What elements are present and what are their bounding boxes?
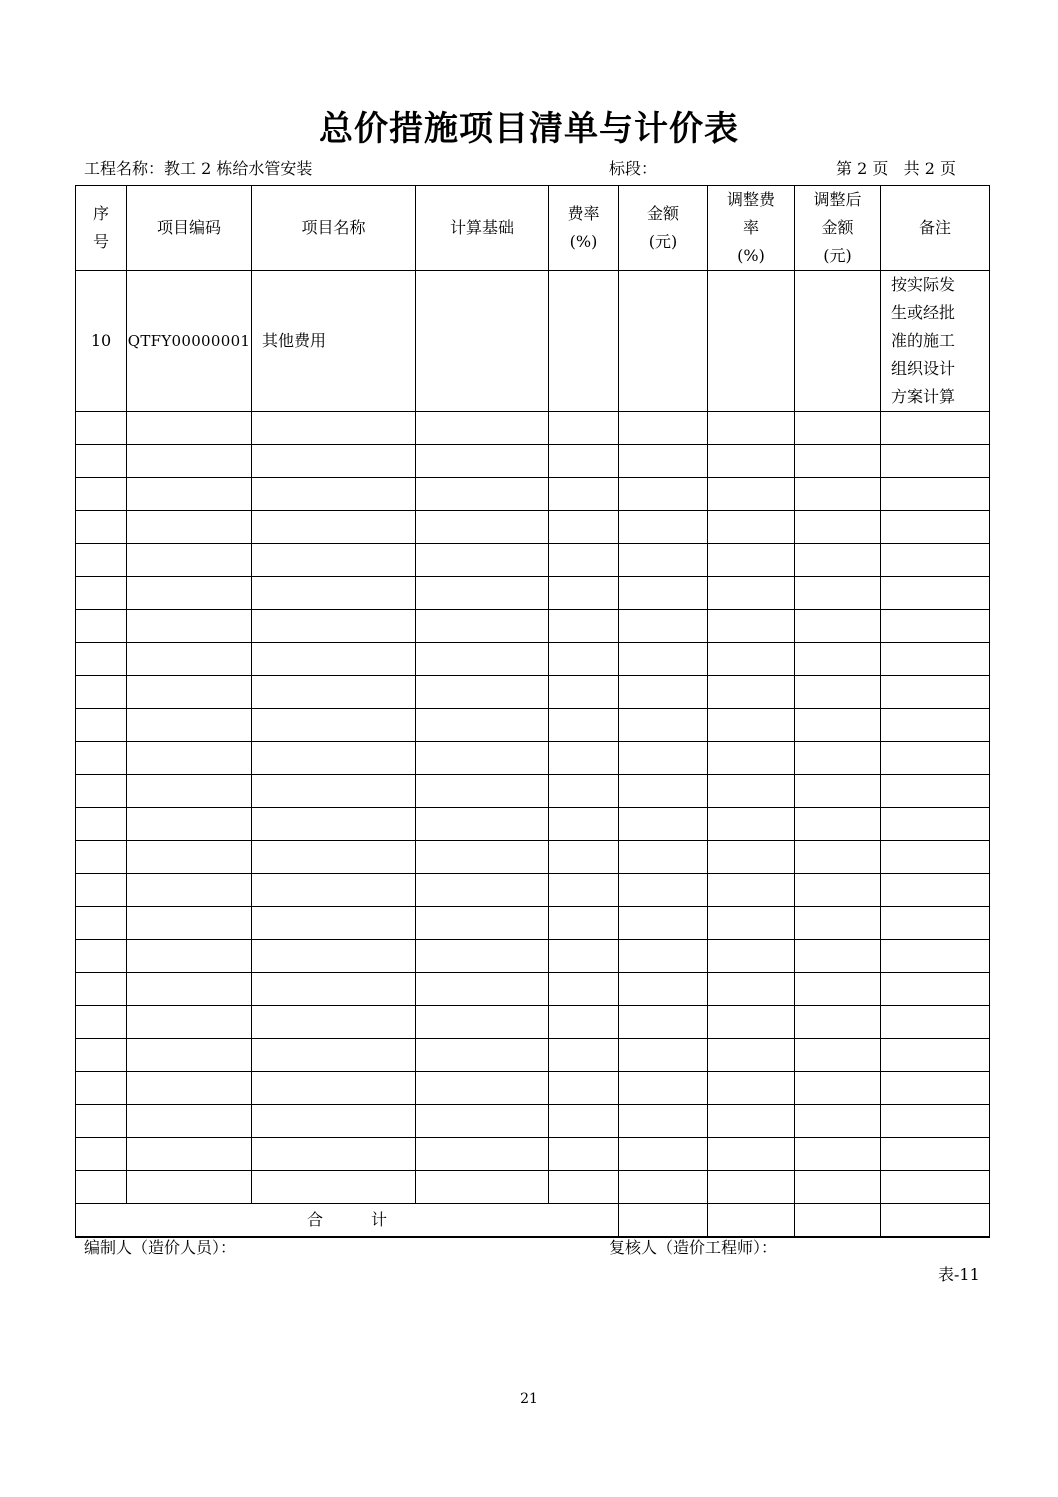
empty-cell (127, 1072, 252, 1105)
header-base: 计算基础 (416, 186, 549, 271)
empty-cell (795, 841, 881, 874)
empty-cell (549, 1138, 619, 1171)
empty-cell (795, 676, 881, 709)
preparer-label: 编制人（造价人员）： (84, 1238, 237, 1257)
empty-cell (881, 676, 990, 709)
empty-cell (416, 1072, 549, 1105)
empty-cell (795, 1039, 881, 1072)
empty-cell (619, 478, 708, 511)
project-label: 工程名称： (84, 159, 165, 178)
empty-row (76, 841, 990, 874)
empty-cell (619, 1105, 708, 1138)
empty-cell (619, 808, 708, 841)
empty-cell (252, 676, 416, 709)
empty-cell (881, 841, 990, 874)
empty-cell (127, 1138, 252, 1171)
empty-cell (549, 412, 619, 445)
empty-cell (416, 940, 549, 973)
cell-remark: 按实际发 生或经批 准的施工 组织设计 方案计算 (881, 271, 990, 412)
empty-cell (549, 874, 619, 907)
cell-adj-rate (708, 271, 795, 412)
empty-cell (416, 709, 549, 742)
empty-cell (76, 907, 127, 940)
empty-cell (127, 808, 252, 841)
empty-cell (708, 445, 795, 478)
empty-cell (127, 775, 252, 808)
empty-row (76, 1138, 990, 1171)
empty-cell (252, 445, 416, 478)
empty-cell (127, 1006, 252, 1039)
empty-cell (76, 643, 127, 676)
empty-cell (76, 544, 127, 577)
empty-cell (252, 775, 416, 808)
empty-cell (252, 874, 416, 907)
empty-cell (619, 907, 708, 940)
empty-cell (795, 1138, 881, 1171)
empty-cell (708, 874, 795, 907)
empty-cell (708, 478, 795, 511)
empty-cell (795, 478, 881, 511)
empty-cell (127, 841, 252, 874)
page-info: 第 2 页 共 2 页 (836, 159, 956, 178)
empty-cell (619, 544, 708, 577)
empty-cell (795, 1105, 881, 1138)
empty-cell (708, 1039, 795, 1072)
project-name: 教工 2 栋给水管安装 (164, 159, 313, 178)
empty-cell (76, 874, 127, 907)
measures-table (75, 185, 990, 1238)
empty-cell (795, 412, 881, 445)
header-rate: 费率 (%) (549, 186, 619, 271)
empty-cell (127, 742, 252, 775)
empty-cell (76, 1138, 127, 1171)
empty-cell (127, 907, 252, 940)
header-seq: 序 号 (76, 186, 127, 271)
empty-cell (708, 1171, 795, 1204)
empty-cell (795, 643, 881, 676)
header-amount: 金额 (元) (619, 186, 708, 271)
empty-cell (795, 511, 881, 544)
empty-row (76, 478, 990, 511)
cell-name: 其他费用 (252, 271, 416, 412)
empty-cell (252, 808, 416, 841)
empty-cell (795, 742, 881, 775)
empty-cell (881, 709, 990, 742)
cell-code: QTFY00000001 (127, 271, 252, 412)
cell-amount (619, 271, 708, 412)
empty-cell (76, 940, 127, 973)
empty-cell (127, 478, 252, 511)
empty-row (76, 643, 990, 676)
empty-cell (881, 973, 990, 1006)
header-name: 项目名称 (252, 186, 416, 271)
empty-cell (881, 1072, 990, 1105)
empty-cell (795, 709, 881, 742)
empty-cell (252, 1006, 416, 1039)
empty-cell (127, 1039, 252, 1072)
empty-cell (549, 1171, 619, 1204)
cell-adj-amount (795, 271, 881, 412)
empty-cell (549, 676, 619, 709)
empty-cell (76, 610, 127, 643)
page-number: 21 (520, 1391, 538, 1407)
empty-cell (881, 478, 990, 511)
empty-cell (252, 742, 416, 775)
empty-cell (76, 577, 127, 610)
empty-cell (549, 907, 619, 940)
empty-cell (127, 709, 252, 742)
empty-cell (881, 874, 990, 907)
empty-cell (708, 841, 795, 874)
empty-cell (416, 643, 549, 676)
project-name-line (84, 158, 312, 180)
empty-row (76, 775, 990, 808)
empty-cell (252, 1138, 416, 1171)
empty-row (76, 1006, 990, 1039)
empty-cell (252, 841, 416, 874)
empty-cell (619, 511, 708, 544)
empty-cell (619, 577, 708, 610)
empty-cell (619, 610, 708, 643)
empty-cell (549, 973, 619, 1006)
empty-cell (708, 544, 795, 577)
empty-row (76, 742, 990, 775)
empty-cell (416, 511, 549, 544)
reviewer-label: 复核人（造价工程师）： (609, 1238, 778, 1257)
empty-cell (252, 478, 416, 511)
cell-seq: 10 (76, 271, 127, 412)
empty-cell (416, 412, 549, 445)
empty-cell (619, 841, 708, 874)
empty-cell (252, 1039, 416, 1072)
empty-cell (76, 1105, 127, 1138)
empty-cell (708, 973, 795, 1006)
empty-cell (127, 973, 252, 1006)
total-cell (708, 1204, 795, 1238)
empty-cell (881, 1105, 990, 1138)
empty-cell (708, 1072, 795, 1105)
empty-row (76, 940, 990, 973)
empty-cell (881, 775, 990, 808)
empty-cell (127, 445, 252, 478)
empty-cell (416, 1006, 549, 1039)
empty-cell (127, 643, 252, 676)
empty-row (76, 973, 990, 1006)
empty-cell (416, 544, 549, 577)
empty-cell (708, 1138, 795, 1171)
empty-cell (549, 841, 619, 874)
empty-row (76, 577, 990, 610)
empty-cell (795, 973, 881, 1006)
empty-cell (619, 412, 708, 445)
cell-rate (549, 271, 619, 412)
empty-cell (881, 907, 990, 940)
empty-cell (619, 775, 708, 808)
empty-row (76, 1105, 990, 1138)
empty-cell (619, 1171, 708, 1204)
empty-cell (549, 1039, 619, 1072)
empty-cell (795, 1006, 881, 1039)
empty-cell (795, 775, 881, 808)
empty-cell (708, 610, 795, 643)
empty-cell (549, 775, 619, 808)
empty-cell (708, 676, 795, 709)
empty-row (76, 544, 990, 577)
empty-cell (416, 1138, 549, 1171)
empty-cell (549, 544, 619, 577)
empty-cell (708, 643, 795, 676)
empty-cell (549, 1105, 619, 1138)
empty-cell (252, 643, 416, 676)
empty-cell (76, 1072, 127, 1105)
empty-row (76, 907, 990, 940)
empty-cell (881, 808, 990, 841)
empty-cell (549, 643, 619, 676)
empty-cell (252, 973, 416, 1006)
empty-cell (795, 544, 881, 577)
empty-cell (127, 511, 252, 544)
empty-cell (795, 1171, 881, 1204)
total-cell (619, 1204, 708, 1238)
table-row (76, 271, 990, 412)
empty-cell (76, 742, 127, 775)
empty-cell (881, 940, 990, 973)
empty-row (76, 445, 990, 478)
empty-cell (549, 709, 619, 742)
empty-cell (795, 907, 881, 940)
empty-cell (127, 1171, 252, 1204)
empty-cell (549, 511, 619, 544)
empty-cell (549, 610, 619, 643)
empty-cell (881, 643, 990, 676)
empty-cell (76, 511, 127, 544)
empty-cell (252, 907, 416, 940)
empty-cell (252, 709, 416, 742)
empty-cell (619, 1006, 708, 1039)
empty-cell (619, 1039, 708, 1072)
empty-cell (708, 1105, 795, 1138)
empty-cell (549, 478, 619, 511)
empty-cell (881, 1039, 990, 1072)
empty-cell (708, 577, 795, 610)
total-cell (881, 1204, 990, 1238)
empty-row (76, 1039, 990, 1072)
empty-cell (127, 544, 252, 577)
empty-cell (708, 775, 795, 808)
empty-cell (252, 577, 416, 610)
empty-cell (549, 940, 619, 973)
empty-cell (416, 676, 549, 709)
empty-cell (795, 808, 881, 841)
empty-cell (76, 676, 127, 709)
empty-cell (252, 1105, 416, 1138)
empty-row (76, 1171, 990, 1204)
empty-row (76, 511, 990, 544)
total-cell (795, 1204, 881, 1238)
empty-cell (708, 808, 795, 841)
empty-cell (881, 1138, 990, 1171)
empty-cell (76, 775, 127, 808)
empty-cell (795, 445, 881, 478)
empty-cell (619, 742, 708, 775)
empty-cell (881, 511, 990, 544)
empty-cell (127, 676, 252, 709)
empty-cell (549, 577, 619, 610)
empty-cell (127, 577, 252, 610)
empty-cell (416, 577, 549, 610)
total-label: 合 计 (76, 1204, 619, 1238)
header-code: 项目编码 (127, 186, 252, 271)
header-adj-rate: 调整费 率 (%) (708, 186, 795, 271)
page-title: 总价措施项目清单与计价表 (319, 109, 739, 149)
empty-cell (881, 544, 990, 577)
empty-cell (708, 1006, 795, 1039)
header-adj-amount: 调整后 金额 (元) (795, 186, 881, 271)
empty-cell (127, 874, 252, 907)
empty-cell (795, 940, 881, 973)
empty-cell (252, 940, 416, 973)
empty-cell (619, 973, 708, 1006)
cell-base (416, 271, 549, 412)
empty-cell (416, 478, 549, 511)
empty-row (76, 610, 990, 643)
table-header-row (76, 186, 990, 271)
empty-cell (76, 478, 127, 511)
empty-cell (795, 1072, 881, 1105)
empty-cell (708, 511, 795, 544)
empty-cell (127, 412, 252, 445)
empty-cell (881, 1006, 990, 1039)
empty-cell (795, 610, 881, 643)
empty-cell (416, 973, 549, 1006)
empty-cell (416, 808, 549, 841)
header-remark: 备注 (881, 186, 990, 271)
empty-cell (76, 1006, 127, 1039)
empty-cell (619, 1072, 708, 1105)
empty-cell (416, 742, 549, 775)
empty-cell (252, 412, 416, 445)
empty-cell (76, 412, 127, 445)
empty-cell (881, 1171, 990, 1204)
empty-row (76, 1072, 990, 1105)
empty-cell (127, 940, 252, 973)
empty-cell (252, 1072, 416, 1105)
empty-row (76, 412, 990, 445)
empty-cell (76, 445, 127, 478)
empty-cell (881, 742, 990, 775)
empty-cell (795, 874, 881, 907)
empty-cell (416, 841, 549, 874)
empty-row (76, 808, 990, 841)
empty-cell (708, 709, 795, 742)
empty-cell (619, 874, 708, 907)
empty-cell (708, 412, 795, 445)
empty-cell (416, 1105, 549, 1138)
empty-cell (549, 808, 619, 841)
empty-cell (619, 940, 708, 973)
empty-cell (881, 610, 990, 643)
empty-cell (76, 709, 127, 742)
table-number: 表-11 (938, 1265, 980, 1284)
empty-cell (619, 445, 708, 478)
empty-row (76, 709, 990, 742)
empty-cell (416, 1171, 549, 1204)
empty-cell (76, 973, 127, 1006)
empty-cell (619, 676, 708, 709)
empty-cell (76, 841, 127, 874)
empty-cell (416, 445, 549, 478)
empty-cell (416, 907, 549, 940)
section-label: 标段： (609, 159, 658, 178)
empty-cell (76, 1039, 127, 1072)
empty-cell (76, 1171, 127, 1204)
empty-cell (549, 742, 619, 775)
empty-cell (708, 742, 795, 775)
empty-cell (549, 1006, 619, 1039)
empty-cell (708, 940, 795, 973)
empty-cell (549, 1072, 619, 1105)
empty-cell (416, 775, 549, 808)
empty-cell (416, 874, 549, 907)
empty-cell (619, 1138, 708, 1171)
empty-cell (416, 610, 549, 643)
empty-cell (619, 709, 708, 742)
empty-cell (127, 610, 252, 643)
empty-cell (252, 610, 416, 643)
empty-cell (76, 808, 127, 841)
empty-cell (549, 445, 619, 478)
empty-cell (252, 544, 416, 577)
empty-cell (881, 412, 990, 445)
empty-cell (619, 643, 708, 676)
empty-cell (252, 511, 416, 544)
empty-row (76, 676, 990, 709)
empty-cell (416, 1039, 549, 1072)
empty-cell (252, 1171, 416, 1204)
empty-cell (881, 577, 990, 610)
empty-cell (708, 907, 795, 940)
empty-cell (881, 445, 990, 478)
empty-cell (795, 577, 881, 610)
total-row (76, 1204, 990, 1238)
empty-row (76, 874, 990, 907)
empty-cell (127, 1105, 252, 1138)
